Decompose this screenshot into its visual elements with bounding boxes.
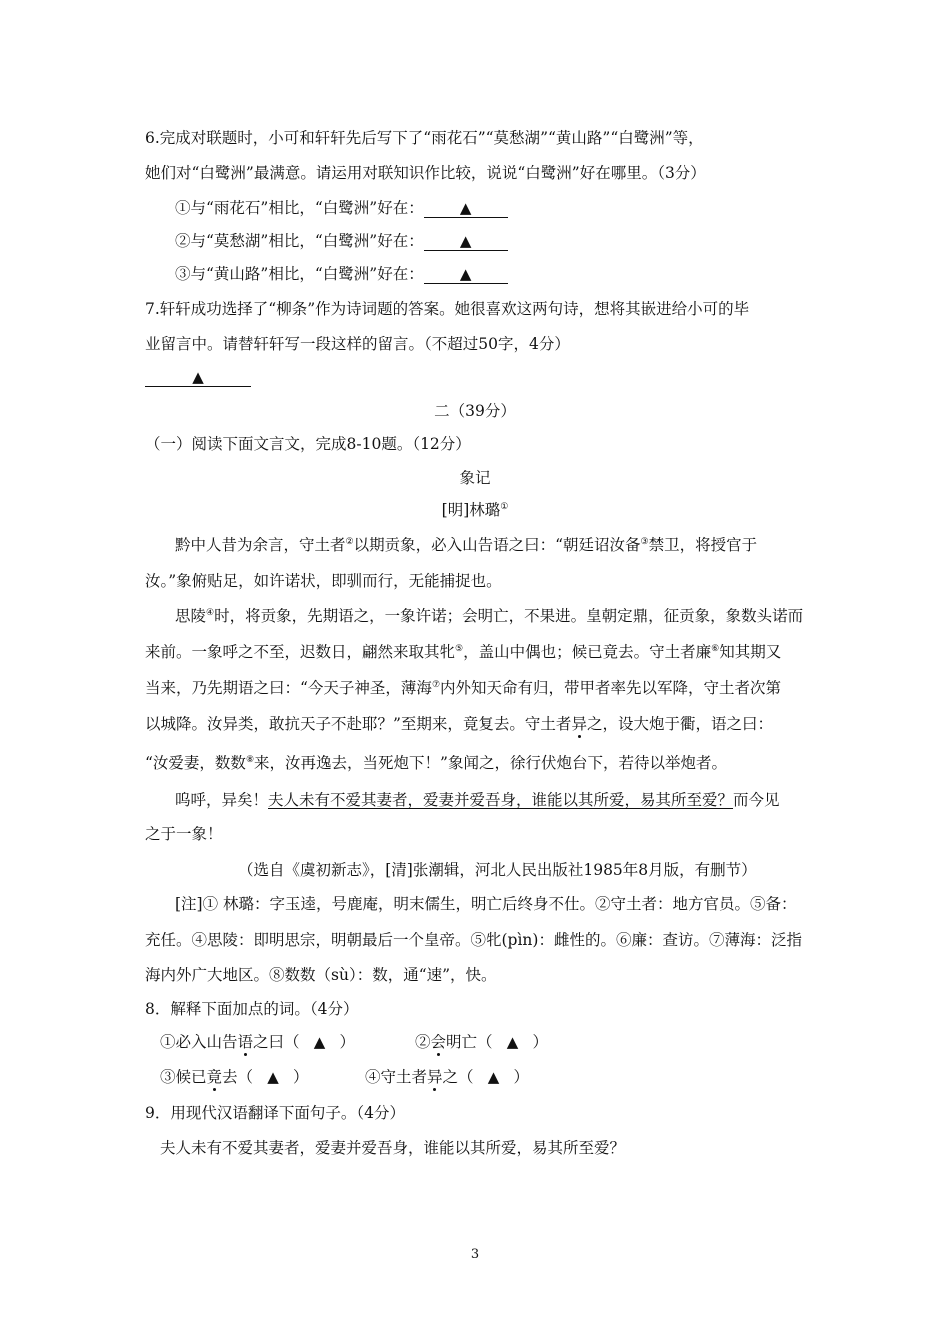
dotted-word: 语 xyxy=(237,1033,254,1051)
text-run: ） xyxy=(293,1068,309,1086)
answer-blank[interactable] xyxy=(424,199,508,218)
footnote-ref: ④ xyxy=(206,608,215,618)
q8-item-3 xyxy=(160,1066,309,1088)
text-run: 思陵 xyxy=(175,607,207,625)
text-run: 而今见 xyxy=(733,791,780,809)
q6-item-1 xyxy=(175,197,508,219)
text-run: 来前。一象呼之不至，迟数日，翩然来取其牝 xyxy=(145,643,456,661)
footnote-ref: ② xyxy=(345,537,354,547)
q9-sentence: 夫人未有不爱其妻者，爱妻并爱吾身，谁能以其所爱，易其所至爱？ xyxy=(160,1139,626,1157)
notes-line1: [注]① 林璐：字玉逵，号鹿庵，明末儒生，明亡后终身不仕。②守土者：地方官员。⑤备： xyxy=(175,895,797,913)
notes-line3: 海内外广大地区。⑧数数（sù）：数，通“速”，快。 xyxy=(145,966,497,984)
passage-p1-line2: 汝。”象俯贴足，如许诺状，即驯而行，无能捕捉也。 xyxy=(145,572,502,590)
text-run: 以城降。汝异类，敢抗天子不赴耶？”至期来，竟复去。守土者 xyxy=(145,715,572,733)
text-run: 之曰（ xyxy=(253,1033,300,1051)
answer-blank[interactable] xyxy=(424,265,508,284)
q6-line2: 她们对“白鹭洲”最满意。请运用对联知识作比较，说说“白鹭洲”好在哪里。（3分） xyxy=(145,164,706,182)
page-number: 3 xyxy=(470,1247,480,1262)
text-run: 来，汝再逸去，当死炮下！”象闻之，徐行伏炮台下，若待以举炮者。 xyxy=(254,754,727,772)
answer-slot[interactable] xyxy=(493,1031,533,1053)
passage-p2-line5 xyxy=(145,752,727,774)
dotted-word: 异 xyxy=(571,715,587,733)
text-run: 明亡（ xyxy=(446,1033,493,1051)
passage-p1-line1 xyxy=(175,534,757,556)
text-run: 禁卫，将授官于 xyxy=(648,536,758,554)
notes-line2: 充任。④思陵：即明思宗，明朝最后一个皇帝。⑤牝(pìn)：雌性的。⑥廉：查访。⑦薄海：泛指 xyxy=(145,931,802,949)
answer-triangle-icon: ▲ xyxy=(459,199,472,217)
section-heading: 二（39分） xyxy=(434,402,516,420)
answer-triangle-icon: ▲ xyxy=(267,1068,279,1086)
answer-slot[interactable] xyxy=(474,1066,514,1088)
answer-triangle-icon: ▲ xyxy=(506,1033,519,1051)
text-run: 内外知天命有归，带甲者率先以军降，守土者次第 xyxy=(440,679,782,697)
text-run: 知其期又 xyxy=(719,643,782,661)
text-run: ） xyxy=(532,1033,549,1051)
footnote-ref: ⑥ xyxy=(711,644,720,654)
q7-line1: 7.轩轩成功选择了“柳条”作为诗词题的答案。她很喜欢这两句诗，想将其嵌进给小可的毕 xyxy=(145,300,750,318)
q6-item-3-text: ③与“黄山路”相比，“白鹭洲”好在： xyxy=(175,265,424,283)
text-run: “汝爱妻，数数 xyxy=(145,754,246,772)
answer-blank[interactable] xyxy=(145,368,251,387)
passage-p2-line4 xyxy=(145,713,773,735)
answer-triangle-icon: ▲ xyxy=(459,232,472,250)
answer-triangle-icon: ▲ xyxy=(192,368,204,386)
q8-item-1 xyxy=(160,1031,355,1053)
text-run: 之，设大炮于衢，语之曰： xyxy=(586,715,773,733)
text-run: 时，将贡象，先期语之，一象许诺；会明亡，不果进。皇朝定鼎，征贡象，象数头诺而 xyxy=(214,607,804,625)
text-run: ③候已 xyxy=(160,1068,207,1086)
dotted-word: 会 xyxy=(430,1033,447,1051)
text-run: ④守土者 xyxy=(365,1068,428,1086)
text-run: ，盖山中偶也；候已竟去。守土者廉 xyxy=(463,643,712,661)
section-sub: （一）阅读下面文言文，完成8-10题。（12分） xyxy=(145,435,471,453)
passage-source: （选自《虞初新志》，[清]张潮辑，河北人民出版社1985年8月版，有删节） xyxy=(238,861,757,879)
q6-item-3 xyxy=(175,263,508,285)
text-run: 呜呼，异矣！ xyxy=(175,791,269,809)
footnote-ref: ③ xyxy=(640,537,649,547)
answer-blank[interactable] xyxy=(424,232,508,251)
text-run: ） xyxy=(513,1068,530,1086)
q6-item-2 xyxy=(175,230,508,252)
passage-p2-line3 xyxy=(145,677,781,699)
text-run: 以期贡象，必入山告语之曰：“朝廷诏汝备 xyxy=(353,536,641,554)
text-run: 去（ xyxy=(222,1068,254,1086)
footnote-ref: ⑤ xyxy=(455,644,464,654)
answer-slot[interactable] xyxy=(253,1066,293,1088)
dotted-word: 异 xyxy=(427,1068,443,1086)
q9-stem: 9．用现代汉语翻译下面句子。（4分） xyxy=(145,1104,405,1122)
answer-slot[interactable] xyxy=(300,1031,340,1053)
passage-p2-line1 xyxy=(175,605,803,627)
passage-p2-line2 xyxy=(145,641,781,663)
text-run: 当来，乃先期语之曰：“今天子神圣，薄海 xyxy=(145,679,432,697)
text-run: ） xyxy=(339,1033,356,1051)
passage-title: 象记 xyxy=(459,469,491,487)
q8-item-4 xyxy=(365,1066,529,1088)
text-run: 黔中人昔为余言，守土者 xyxy=(175,536,346,554)
q6-line1: 6.完成对联题时，小可和轩轩先后写下了“雨花石”“莫愁湖”“黄山路”“白鹭洲”等， xyxy=(145,129,704,147)
passage-p3-line1 xyxy=(175,789,780,811)
dotted-word: 竟 xyxy=(206,1068,223,1086)
footnote-ref: ① xyxy=(500,502,509,512)
q7-answer-line xyxy=(145,366,251,388)
author-text: [明]林璐 xyxy=(441,501,501,519)
answer-triangle-icon: ▲ xyxy=(487,1068,500,1086)
passage-p3-line2: 之于一象！ xyxy=(145,825,223,843)
q8-stem: 8．解释下面加点的词。（4分） xyxy=(145,1000,359,1018)
text-run: ② xyxy=(415,1033,431,1051)
text-run: 之（ xyxy=(442,1068,474,1086)
underlined-sentence: 夫人未有不爱其妻者，爱妻并爱吾身，谁能以其所爱，易其所至爱？ xyxy=(268,791,734,809)
footnote-ref: ⑧ xyxy=(245,755,255,765)
q6-item-2-text: ②与“莫愁湖”相比，“白鹭洲”好在： xyxy=(175,232,424,250)
answer-triangle-icon: ▲ xyxy=(313,1033,326,1051)
q7-line2: 业留言中。请替轩轩写一段这样的留言。（不超过50字，4分） xyxy=(145,335,570,353)
answer-triangle-icon: ▲ xyxy=(459,265,472,283)
text-run: ①必入山告 xyxy=(160,1033,238,1051)
q8-item-2 xyxy=(415,1031,548,1053)
q6-item-1-text: ①与“雨花石”相比，“白鹭洲”好在： xyxy=(175,199,424,217)
passage-author xyxy=(0,499,950,521)
footnote-ref: ⑦ xyxy=(431,680,441,690)
